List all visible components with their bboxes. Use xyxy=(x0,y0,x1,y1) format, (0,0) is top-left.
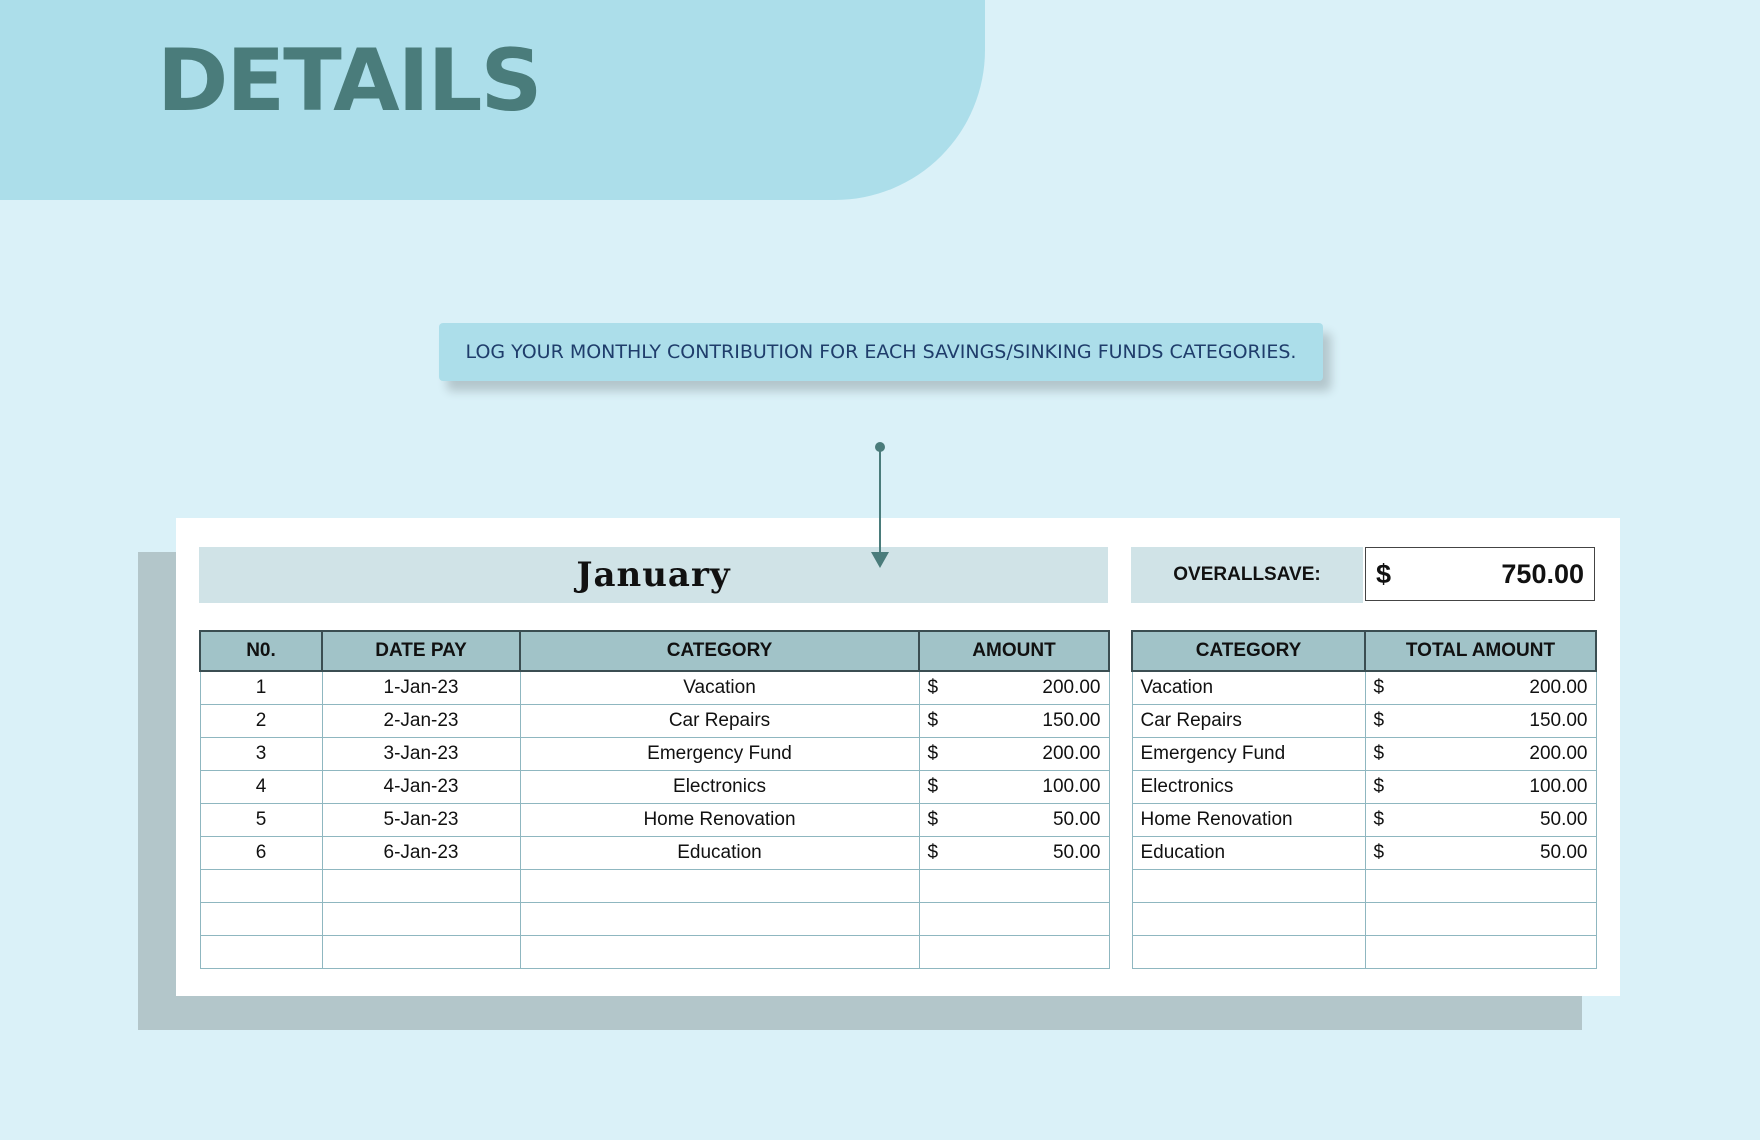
table-row xyxy=(1132,671,1596,705)
cell-amount[interactable] xyxy=(919,804,1109,837)
empty-cell[interactable] xyxy=(1365,903,1596,936)
empty-cell[interactable] xyxy=(1132,870,1365,903)
column-header-amount[interactable]: AMOUNT xyxy=(919,631,1109,671)
currency-symbol: $ xyxy=(927,776,939,797)
empty-cell[interactable] xyxy=(322,870,520,903)
arrow-down-icon xyxy=(871,552,889,568)
table-row xyxy=(200,705,1109,738)
currency-symbol: $ xyxy=(927,710,939,731)
cell-no[interactable]: 2 xyxy=(200,705,322,738)
cell-amount[interactable] xyxy=(919,771,1109,804)
amount-value: 150.00 xyxy=(1529,710,1588,731)
currency-symbol: $ xyxy=(1373,842,1385,863)
amount-value: 50.00 xyxy=(1052,809,1101,830)
amount-value: 50.00 xyxy=(1539,842,1588,863)
amount-value: 50.00 xyxy=(1539,809,1588,830)
amount-value: 200.00 xyxy=(1042,743,1101,764)
table-row xyxy=(1132,738,1596,771)
currency-symbol: $ xyxy=(1373,776,1385,797)
table-header-row xyxy=(200,631,1109,671)
table-row xyxy=(1132,771,1596,804)
instruction-banner: LOG YOUR MONTHLY CONTRIBUTION FOR EACH SAVINGS/SINKING FUNDS CATEGORIES. xyxy=(439,323,1323,381)
cell-date[interactable]: 4-Jan-23 xyxy=(322,771,520,804)
empty-cell[interactable] xyxy=(1365,936,1596,969)
column-header-date[interactable]: DATE PAY xyxy=(322,631,520,671)
empty-table-row xyxy=(200,870,1109,903)
overall-save-value[interactable] xyxy=(1365,547,1595,601)
cell-amount[interactable] xyxy=(919,671,1109,705)
cell-date[interactable]: 1-Jan-23 xyxy=(322,671,520,705)
empty-cell[interactable] xyxy=(919,903,1109,936)
empty-cell[interactable] xyxy=(520,870,919,903)
column-header-total-amount[interactable]: TOTAL AMOUNT xyxy=(1365,631,1596,671)
currency-symbol: $ xyxy=(1373,809,1385,830)
table-row xyxy=(1132,837,1596,870)
amount-value: 200.00 xyxy=(1529,677,1588,698)
amount-value: 100.00 xyxy=(1042,776,1101,797)
cell-date[interactable]: 2-Jan-23 xyxy=(322,705,520,738)
empty-table-row xyxy=(200,936,1109,969)
month-title: January xyxy=(199,547,1108,603)
page-title: DETAILS xyxy=(157,31,541,131)
column-header-category[interactable]: CATEGORY xyxy=(1132,631,1365,671)
empty-cell[interactable] xyxy=(520,936,919,969)
empty-table-row xyxy=(200,903,1109,936)
cell-total-amount[interactable] xyxy=(1365,738,1596,771)
empty-cell[interactable] xyxy=(200,936,322,969)
cell-category[interactable]: Education xyxy=(520,837,919,870)
currency-symbol: $ xyxy=(927,809,939,830)
cell-total-amount[interactable] xyxy=(1365,804,1596,837)
cell-total-amount[interactable] xyxy=(1365,771,1596,804)
cell-amount[interactable] xyxy=(919,837,1109,870)
contribution-log-table xyxy=(199,630,1110,969)
table-row xyxy=(200,804,1109,837)
amount-value: 150.00 xyxy=(1042,710,1101,731)
cell-total-amount[interactable] xyxy=(1365,705,1596,738)
cell-category[interactable]: Home Renovation xyxy=(1132,804,1365,837)
empty-cell[interactable] xyxy=(322,936,520,969)
currency-symbol: $ xyxy=(1373,710,1385,731)
empty-table-row xyxy=(1132,870,1596,903)
empty-cell[interactable] xyxy=(919,936,1109,969)
currency-symbol: $ xyxy=(927,677,939,698)
empty-cell[interactable] xyxy=(1132,936,1365,969)
cell-total-amount[interactable] xyxy=(1365,671,1596,705)
column-header-no[interactable]: N0. xyxy=(200,631,322,671)
cell-category[interactable]: Car Repairs xyxy=(520,705,919,738)
amount-value: 50.00 xyxy=(1052,842,1101,863)
cell-category[interactable]: Emergency Fund xyxy=(1132,738,1365,771)
cell-date[interactable]: 3-Jan-23 xyxy=(322,738,520,771)
amount-value: 200.00 xyxy=(1042,677,1101,698)
empty-cell[interactable] xyxy=(200,903,322,936)
empty-cell[interactable] xyxy=(1132,903,1365,936)
overall-currency: $ xyxy=(1376,558,1392,589)
cell-category[interactable]: Electronics xyxy=(520,771,919,804)
cell-amount[interactable] xyxy=(919,738,1109,771)
cell-category[interactable]: Home Renovation xyxy=(520,804,919,837)
cell-category[interactable]: Electronics xyxy=(1132,771,1365,804)
overall-amount: 750.00 xyxy=(1501,558,1584,589)
savings-card xyxy=(176,518,1620,996)
empty-cell[interactable] xyxy=(322,903,520,936)
cell-no[interactable]: 1 xyxy=(200,671,322,705)
currency-symbol: $ xyxy=(927,842,939,863)
connector-dot xyxy=(875,442,885,452)
empty-table-row xyxy=(1132,936,1596,969)
empty-cell[interactable] xyxy=(200,870,322,903)
cell-no[interactable]: 5 xyxy=(200,804,322,837)
amount-value: 100.00 xyxy=(1529,776,1588,797)
empty-cell[interactable] xyxy=(919,870,1109,903)
cell-no[interactable]: 6 xyxy=(200,837,322,870)
cell-category[interactable]: Education xyxy=(1132,837,1365,870)
empty-cell[interactable] xyxy=(1365,870,1596,903)
category-summary-table xyxy=(1131,630,1597,969)
table-row xyxy=(1132,804,1596,837)
amount-value: 200.00 xyxy=(1529,743,1588,764)
cell-category[interactable]: Vacation xyxy=(520,671,919,705)
cell-amount[interactable] xyxy=(919,705,1109,738)
cell-no[interactable]: 4 xyxy=(200,771,322,804)
cell-no[interactable]: 3 xyxy=(200,738,322,771)
cell-category[interactable]: Emergency Fund xyxy=(520,738,919,771)
currency-symbol: $ xyxy=(1373,743,1385,764)
cell-total-amount[interactable] xyxy=(1365,837,1596,870)
table-header-row xyxy=(1132,631,1596,671)
cell-date[interactable]: 5-Jan-23 xyxy=(322,804,520,837)
column-header-category[interactable]: CATEGORY xyxy=(520,631,919,671)
connector-line xyxy=(879,446,881,556)
currency-symbol: $ xyxy=(927,743,939,764)
empty-cell[interactable] xyxy=(520,903,919,936)
table-row xyxy=(200,771,1109,804)
currency-symbol: $ xyxy=(1373,677,1385,698)
table-row xyxy=(200,738,1109,771)
cell-category[interactable]: Car Repairs xyxy=(1132,705,1365,738)
table-row xyxy=(200,671,1109,705)
cell-category[interactable]: Vacation xyxy=(1132,671,1365,705)
table-row xyxy=(200,837,1109,870)
table-row xyxy=(1132,705,1596,738)
cell-date[interactable]: 6-Jan-23 xyxy=(322,837,520,870)
overall-save-label: OVERALLSAVE: xyxy=(1131,547,1363,603)
empty-table-row xyxy=(1132,903,1596,936)
